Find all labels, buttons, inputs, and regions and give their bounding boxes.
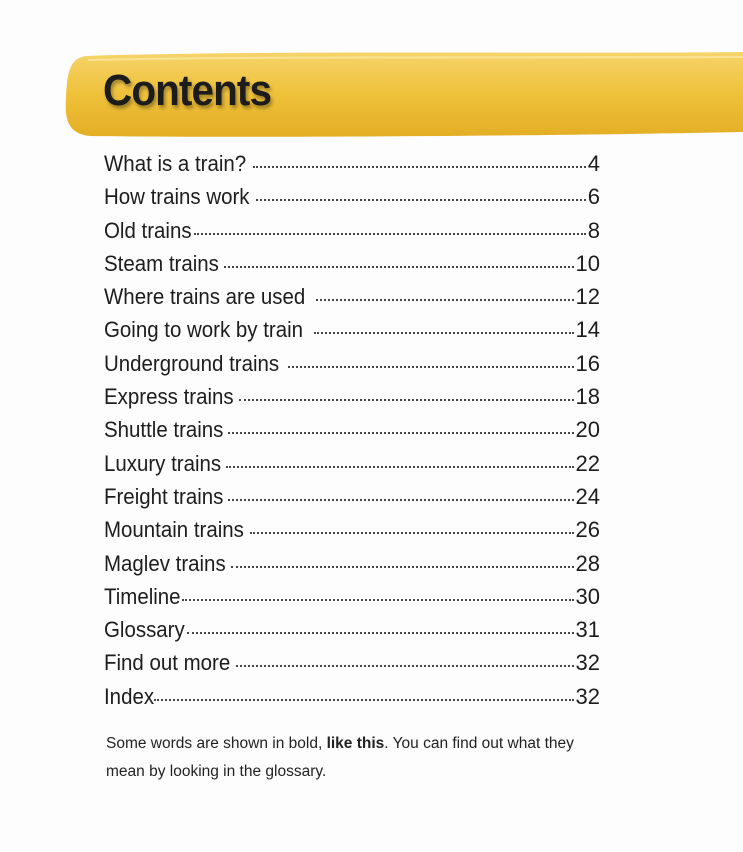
toc-entry xyxy=(104,680,600,713)
toc-dot-leader xyxy=(228,430,573,434)
toc-dot-leader xyxy=(154,697,574,701)
toc-entry xyxy=(104,447,600,480)
toc-entry-label: Index xyxy=(104,683,155,709)
toc-entry xyxy=(104,247,600,280)
toc-entry-page: 31 xyxy=(575,617,600,643)
toc-entry-page: 12 xyxy=(575,284,600,310)
toc-entry-page: 30 xyxy=(575,583,600,609)
toc-dot-leader xyxy=(224,264,574,268)
toc-entry-page: 24 xyxy=(575,483,600,509)
toc-entry xyxy=(104,413,600,446)
toc-dot-leader xyxy=(314,330,574,334)
note-text-before: Some words are shown in bold, xyxy=(106,735,327,752)
toc-dot-leader xyxy=(187,630,574,634)
toc-entry xyxy=(104,480,600,513)
toc-entry xyxy=(104,380,600,413)
toc-entry xyxy=(104,580,600,613)
toc-entry-label: Find out more xyxy=(104,650,231,676)
toc-entry-label: How trains work xyxy=(104,184,250,210)
toc-entry xyxy=(104,313,600,346)
toc-entry xyxy=(104,347,600,380)
toc-entry-label: Going to work by train xyxy=(104,317,304,343)
toc-entry-page: 32 xyxy=(575,650,600,676)
toc-entry-label: Express trains xyxy=(104,384,234,410)
toc-entry xyxy=(104,214,600,247)
toc-dot-leader xyxy=(316,297,573,301)
toc-entry-label: Steam trains xyxy=(104,250,219,276)
toc-entry-page: 18 xyxy=(575,384,600,410)
toc-entry-page: 28 xyxy=(575,550,600,576)
toc-entry-page: 20 xyxy=(575,417,600,443)
toc-entry xyxy=(104,180,600,213)
toc-dot-leader xyxy=(226,464,574,468)
toc-dot-leader xyxy=(288,364,573,368)
toc-dot-leader xyxy=(239,397,573,401)
toc-entry-page: 10 xyxy=(575,250,600,276)
toc-entry-label: Where trains are used xyxy=(104,284,306,310)
toc-entry xyxy=(104,513,600,546)
toc-entry-page: 14 xyxy=(575,317,600,343)
toc-entry-label: What is a train? xyxy=(104,151,247,176)
note-bold-example: like this xyxy=(326,735,385,752)
toc-entry xyxy=(104,147,600,180)
toc-entry-label: Luxury trains xyxy=(104,450,222,476)
toc-entry xyxy=(104,613,600,646)
toc-dot-leader xyxy=(228,497,573,501)
toc-dot-leader xyxy=(231,564,574,568)
toc-dot-leader xyxy=(253,164,586,168)
toc-dot-leader xyxy=(194,231,586,235)
toc-entry-label: Glossary xyxy=(104,617,185,643)
toc-dot-leader xyxy=(236,663,574,667)
toc-entry-page: 16 xyxy=(575,350,600,376)
toc-entry xyxy=(104,280,600,313)
toc-entry-page: 26 xyxy=(575,517,600,543)
page-title: Contents xyxy=(103,66,272,115)
toc-entry-label: Timeline xyxy=(104,583,181,609)
glossary-note xyxy=(106,730,606,786)
toc-entry-label: Shuttle trains xyxy=(104,417,224,443)
toc-entry-page: 32 xyxy=(575,683,600,709)
toc-entry-page: 4 xyxy=(587,151,600,176)
toc-entry-label: Freight trains xyxy=(104,483,224,509)
toc-entry-page: 6 xyxy=(587,184,600,210)
toc-entry xyxy=(104,547,600,580)
toc-entry-label: Underground trains xyxy=(104,350,280,376)
toc-dot-leader xyxy=(250,530,573,534)
toc-entry-label: Maglev trains xyxy=(104,550,226,576)
toc-dot-leader xyxy=(256,197,585,201)
toc-dot-leader xyxy=(182,597,573,601)
toc-entry-label: Old trains xyxy=(104,217,192,243)
toc-entry-label: Mountain trains xyxy=(104,517,244,543)
table-of-contents xyxy=(104,147,600,713)
toc-entry xyxy=(104,646,600,679)
toc-entry-page: 8 xyxy=(587,217,600,243)
note-text-after: . You can find out what they mean by looking in the glossary. xyxy=(106,735,574,780)
toc-entry-page: 22 xyxy=(575,450,600,476)
